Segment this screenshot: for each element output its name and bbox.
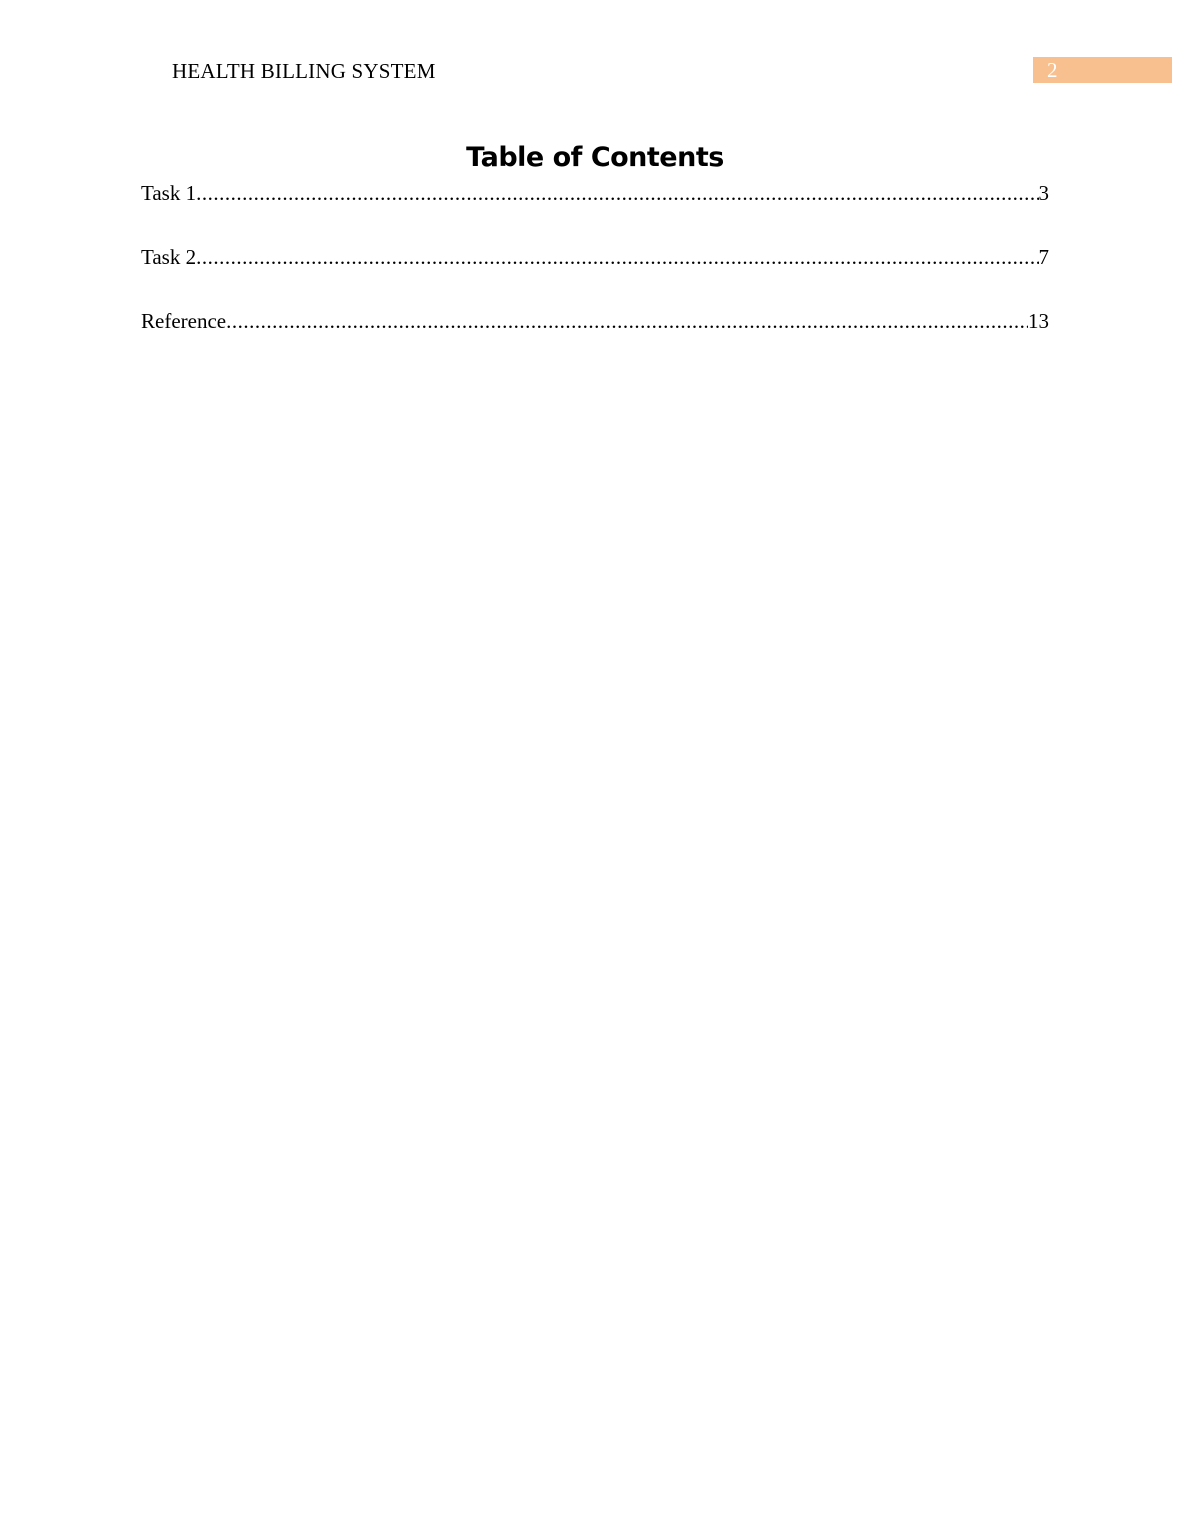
toc-entry-label: Reference [141, 309, 227, 333]
toc-entry-page: 13 [1028, 309, 1049, 333]
toc-dot-leader [226, 308, 1028, 335]
toc-heading: Table of Contents [466, 142, 724, 173]
running-header-title: HEALTH BILLING SYSTEM [172, 59, 436, 83]
toc-entry-task-2[interactable] [141, 244, 1049, 271]
toc-entry-page: 3 [1038, 181, 1049, 205]
toc-entry-label: Task 1 [141, 181, 197, 205]
page-number-badge: 2 [1033, 57, 1172, 83]
toc-entry-page: 7 [1038, 245, 1049, 269]
toc-dot-leader [196, 180, 1038, 207]
toc-entry-label: Task 2 [141, 245, 197, 269]
toc-entry-task-1[interactable] [141, 180, 1049, 207]
toc-dot-leader [196, 244, 1038, 271]
toc-list [141, 180, 1049, 372]
toc-entry-reference[interactable] [141, 308, 1049, 335]
